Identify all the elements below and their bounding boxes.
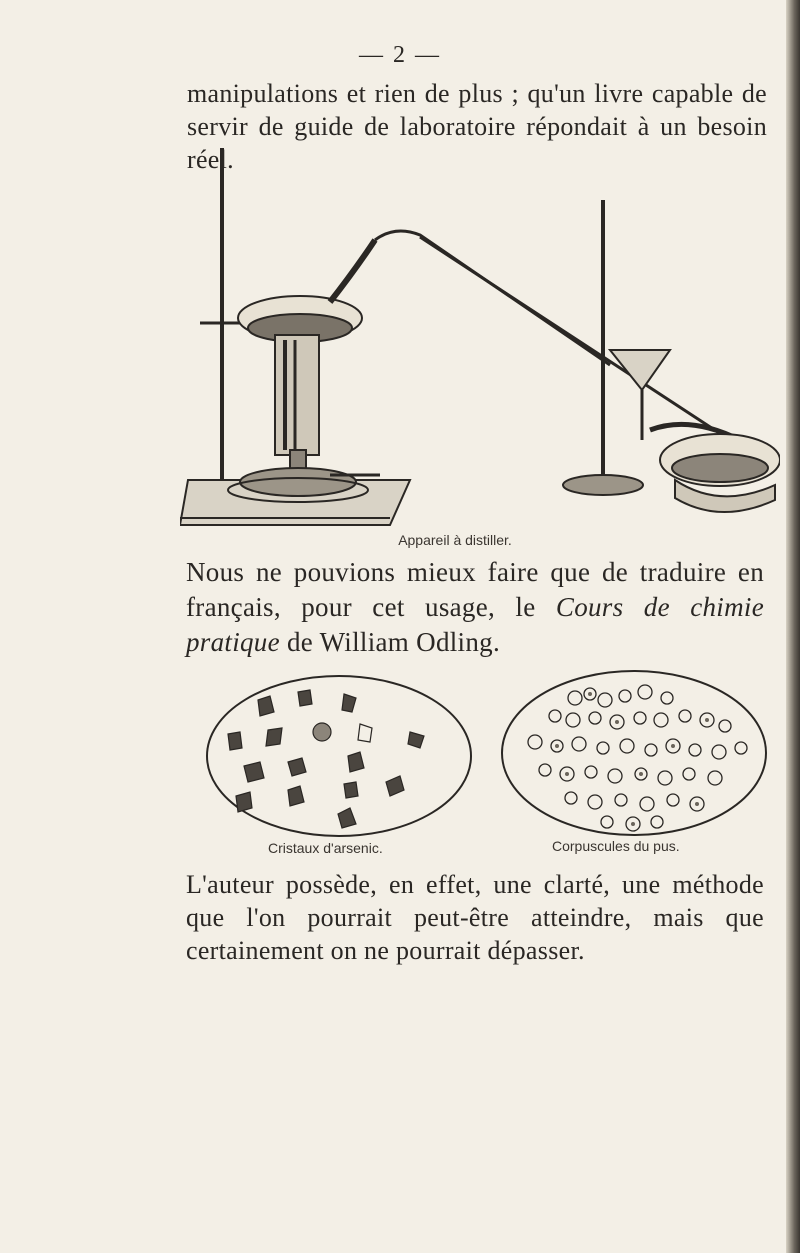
- distillation-apparatus-figure: [180, 140, 780, 530]
- page-number: — 2 —: [359, 42, 441, 68]
- paragraph-author: L'auteur possède, en effet, une clarté, une méthode que l'on pourrait peut-être atteindre, mais que certainement on ne pourrait dépasser.: [186, 870, 764, 965]
- distillation-caption: Appareil à distiller.: [398, 532, 512, 548]
- paragraph-intro: manipulations et rien de plus ; qu'un livre capable de servir de guide de laboratoire répondait à un besoin réel.: [187, 79, 767, 174]
- arsenic-caption: Cristaux d'arsenic.: [268, 840, 383, 856]
- paragraph-translation-start: Nous ne pouvions mieux faire que de traduire en français, pour cet usage, le: [186, 557, 764, 622]
- pus-caption: Corpuscules du pus.: [552, 838, 680, 854]
- book-title: Cours de chimie pratique: [186, 592, 764, 657]
- pus-corpuscles-figure: [495, 668, 773, 838]
- page-edge: [786, 0, 800, 1253]
- arsenic-crystals-figure: [200, 672, 478, 840]
- paragraph-translation: [186, 555, 764, 660]
- paragraph-translation-end: de William Odling.: [279, 627, 500, 657]
